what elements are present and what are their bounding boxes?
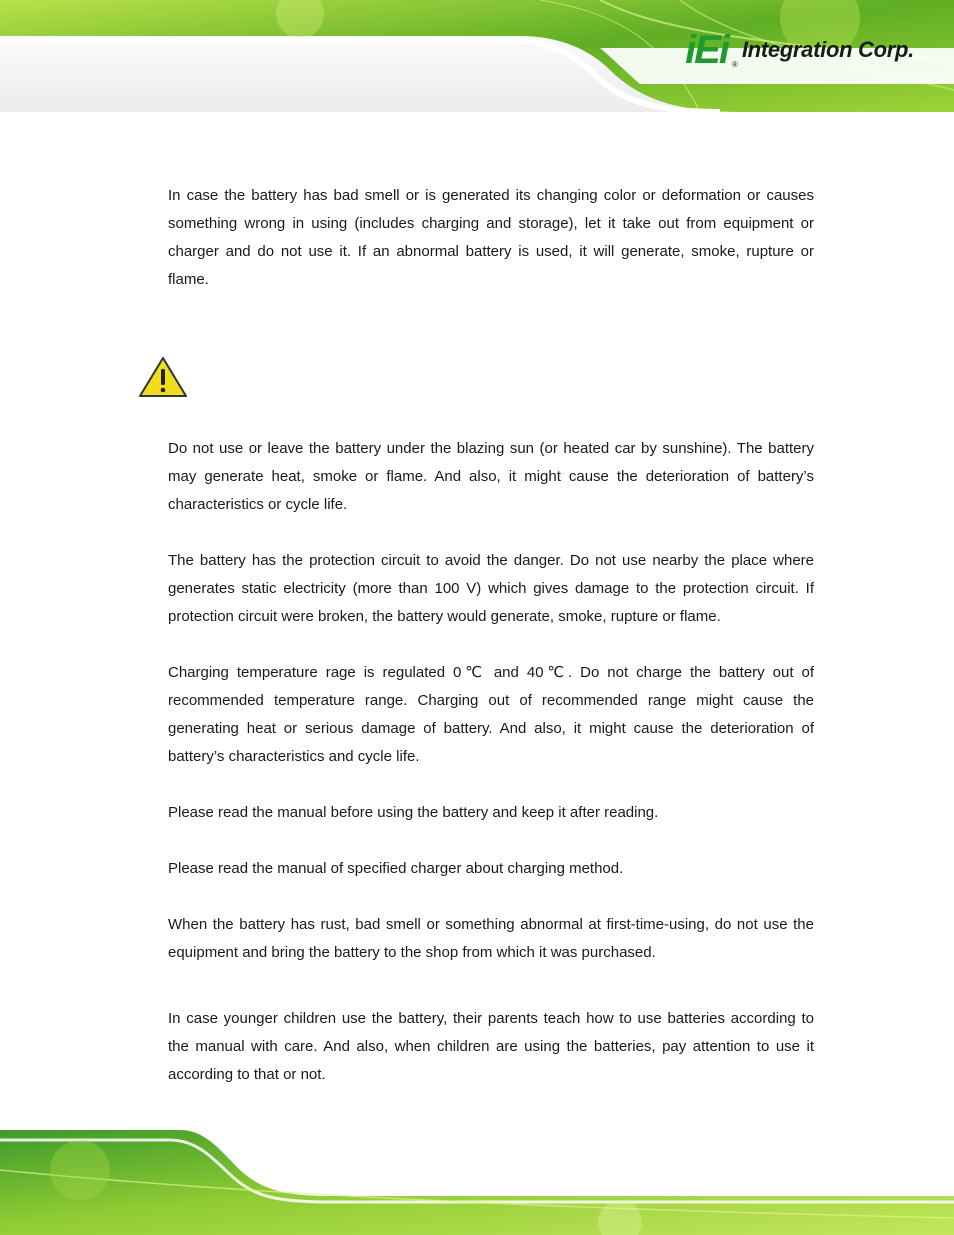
warning-triangle-icon (138, 356, 188, 398)
paragraph-children: In case younger children use the battery, their parents teach how to use batteries according to the manual with care. And also, when children are using the batteries, pay attention to use it according to that or not. (168, 1010, 814, 1083)
company-logo (685, 28, 914, 72)
paragraph-charger-manual: Please read the manual of specified charger about charging method. (168, 860, 624, 877)
paragraph-read-manual: Please read the manual before using the battery and keep it after reading. (168, 804, 659, 821)
logo-registered-mark: ® (731, 60, 738, 69)
footer-green-swoosh (0, 1130, 954, 1235)
logo-wordmark: Integration Corp. (741, 37, 914, 62)
paragraph-charging-temperature: Charging temperature rage is regulated 0℃ and 40℃. Do not charge the battery out of recommended temperature range. Charging out of recommended range might cause the generating heat or serious damage of battery. And also, it might cause the deterioration of battery’s characteristics and cycle life. (168, 664, 814, 765)
paragraph-abnormal-battery: In case the battery has bad smell or is generated its changing color or deformation or causes something wrong in using (includes charging and storage), let it take out from equipment or charger and do not use it. If an abnormal battery is used, it will generate, smoke, rupture or flame. (168, 187, 814, 288)
paragraph-rust-smell: When the battery has rust, bad smell or something abnormal at first-time-using, do not use the equipment and bring the battery to the shop from which it was purchased. (168, 916, 814, 961)
page-header (0, 0, 954, 112)
logo-mark: iEi (685, 28, 728, 72)
paragraph-sunlight: Do not use or leave the battery under the blazing sun (or heated car by sunshine). The battery may generate heat, smoke or flame. And also, it might cause the deterioration of battery’s characteristics or cycle life. (168, 440, 814, 513)
paragraph-protection-circuit: The battery has the protection circuit to avoid the danger. Do not use nearby the place where generates static electricity (more than 100 V) which gives damage to the protection circuit. If protection circuit were broken, the battery would generate, smoke, rupture or flame. (168, 552, 814, 625)
